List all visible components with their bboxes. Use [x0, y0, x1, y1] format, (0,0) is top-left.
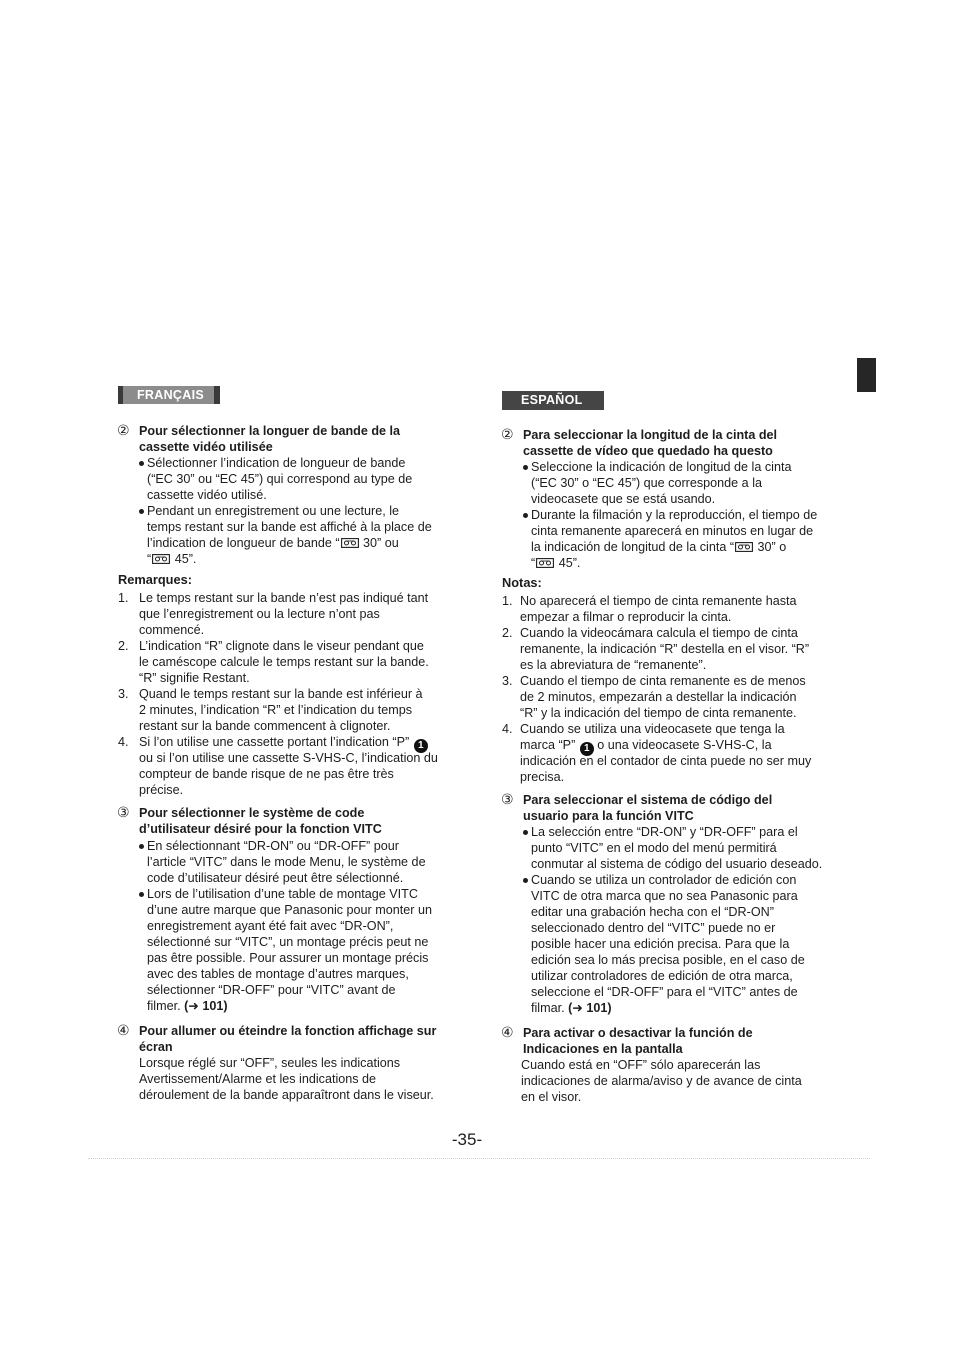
bullet-item [139, 503, 432, 567]
note-text-line: remanente, la indicación “R” destella en el visor. “R” [520, 642, 810, 656]
note-text-line: L’indication “R” clignote dans le viseur pendant que [139, 639, 424, 653]
bullet-text-line: VITC de otra marca que no sea Panasonic para [531, 889, 798, 903]
bullet-item [523, 824, 822, 872]
note-text-line: Cuando se utiliza una videocasete que tenga la [520, 722, 785, 736]
note-text-line: “R” signifie Restant. [139, 671, 250, 685]
note-text-line: le caméscope calcule le temps restant sur la bande. [139, 655, 429, 669]
bullet-text-line: posible hacer una edición precisa. Para que la [531, 937, 790, 951]
text-fragment: Si l’on utilise une cassette portant l’indication “P” [139, 735, 413, 749]
body-text-line: déroulement de la bande apparaîtront dans le viseur. [139, 1088, 434, 1102]
footer-rule [88, 1158, 870, 1159]
note-number: 4. [502, 722, 513, 736]
section-heading-line: cassette vidéo utilisée [139, 440, 273, 454]
bullet-dot [139, 509, 144, 514]
fr-section-2-heading [118, 423, 400, 455]
bullet-text-line: Lors de l’utilisation d’une table de montage VITC [147, 887, 418, 901]
note-item [502, 673, 811, 721]
note-item [502, 721, 811, 785]
note-text-line: indicación en el contador de cinta puede no ser muy [520, 754, 812, 768]
section-number: ④ [501, 1025, 514, 1041]
text-fragment: 45”. [171, 552, 197, 566]
bullet-text-line: pas être possible. Pour assurer un montage précis [147, 951, 429, 965]
note-text-line: 2 minutes, l’indication “R” et l’indication du temps [139, 703, 412, 717]
text-fragment: 30” o [754, 540, 787, 554]
fr-section-2-bullets [139, 455, 432, 567]
bullet-text-line: Durante la filmación y la reproducción, el tiempo de [531, 508, 818, 522]
body-text-line: Cuando está en “OFF” sólo aparecerán las [521, 1058, 761, 1072]
section-heading-line: Pour sélectionner le système de code [139, 806, 365, 820]
section-number: ④ [117, 1023, 130, 1039]
section-heading-line: Para seleccionar el sistema de código del [523, 793, 773, 807]
bullet-text-line: (“EC 30” o “EC 45”) que corresponde a la [531, 476, 762, 490]
note-text-line: Quand le temps restant sur la bande est inférieur à [139, 687, 423, 701]
language-badge-fr [118, 386, 220, 404]
bullet-dot [523, 513, 528, 518]
text-fragment: marca “P” [520, 738, 579, 752]
language-badge-label: ESPAÑOL [521, 393, 583, 407]
note-item [118, 638, 438, 686]
bullet-text-line [531, 1000, 822, 1016]
note-item [502, 593, 811, 625]
bullet-text-line: editar una grabación hecha con el “DR-ON” [531, 905, 774, 919]
bullet-text-line: Seleccione la indicación de longitud de la cinta [531, 460, 792, 474]
text-fragment: o una videocasete S-VHS-C, la [593, 738, 772, 752]
note-item [118, 686, 438, 734]
bullet-text-line: temps restant sur la bande est affiché à la place de [147, 520, 432, 534]
es-section-4-heading [502, 1025, 753, 1057]
bullet-text-line [531, 539, 817, 555]
cassette-icon [152, 554, 170, 564]
es-section-2-heading [502, 427, 777, 459]
bullet-dot [523, 830, 528, 835]
bullet-text-line: En sélectionnant “DR-ON” ou “DR-OFF” pour [147, 839, 399, 853]
note-text-line: Cuando el tiempo de cinta remanente es de menos [520, 674, 806, 688]
cassette-icon [341, 538, 359, 548]
notes-title: Remarques: [118, 572, 192, 587]
bullet-item [139, 886, 432, 1014]
section-number: ③ [117, 805, 130, 821]
notes-title: Notas: [502, 575, 542, 590]
es-section-3-bullets [523, 824, 822, 1016]
bullet-text-line: utilizar controladores de edición de otra marca, [531, 969, 793, 983]
note-text-line: commencé. [139, 623, 205, 637]
bullet-dot [139, 461, 144, 466]
section-heading-line: Pour sélectionner la longuer de bande de la [139, 424, 401, 438]
bullet-text-line: Pendant un enregistrement ou une lecture, le [147, 504, 400, 518]
note-text-line [520, 737, 811, 753]
section-heading-line: Pour allumer ou éteindre la fonction affichage sur [139, 1024, 437, 1038]
note-text-line: No aparecerá el tiempo de cinta remanente hasta [520, 594, 797, 608]
section-heading-line: Para seleccionar la longitud de la cinta del [523, 428, 778, 442]
note-text-line: Le temps restant sur la bande n’est pas indiqué tant [139, 591, 429, 605]
section-number: ③ [501, 792, 514, 808]
section-number: ② [117, 423, 130, 439]
section-heading-line: d’utilisateur désiré pour la fonction VITC [139, 822, 382, 836]
bullet-dot [523, 465, 528, 470]
text-fragment: “ [531, 556, 536, 570]
bullet-item [523, 459, 817, 507]
circled-number-icon: 1 [580, 742, 594, 756]
note-text-line [139, 734, 438, 750]
side-tab [857, 358, 876, 392]
note-text-line: restant sur la bande commencent à clignoter. [139, 719, 391, 733]
note-item [118, 590, 438, 638]
fr-notes [118, 590, 438, 798]
note-text-line: es la abreviatura de “remanente”. [520, 658, 707, 672]
text-fragment: la indicación de longitud de la cinta “ [531, 540, 735, 554]
page-reference: (➜ 101) [568, 1001, 612, 1015]
es-section-4-body [521, 1057, 802, 1105]
note-item [502, 625, 811, 673]
bullet-text-line: La selección entre “DR-ON” y “DR-OFF” para el [531, 825, 798, 839]
bullet-text-line [147, 998, 432, 1014]
text-fragment: “ [147, 552, 152, 566]
bullet-text-line: cinta remanente aparecerá en minutos en lugar de [531, 524, 814, 538]
section-heading-line: usuario para la función VITC [523, 809, 694, 823]
section-heading-line: écran [139, 1040, 173, 1054]
bullet-text-line [147, 551, 432, 567]
es-section-2-bullets [523, 459, 817, 571]
note-item [118, 734, 438, 798]
language-badge-es [502, 391, 604, 410]
es-notes [502, 593, 811, 785]
bullet-text-line: sélectionné sur “VITC”, un montage précis peut ne [147, 935, 429, 949]
circled-number-icon: 1 [414, 739, 428, 753]
bullet-text-line: d’une autre marque que Panasonic pour monter un [147, 903, 432, 917]
text-fragment: 45”. [555, 556, 581, 570]
note-number: 2. [502, 626, 513, 640]
bullet-text-line: sélectionner “DR-OFF” pour “VITC” avant de [147, 983, 396, 997]
bullet-item [523, 872, 822, 1016]
cassette-icon [536, 558, 554, 568]
text-fragment: l’indication de longueur de bande “ [147, 536, 340, 550]
note-text-line: que l’enregistrement ou la lecture n’ont pas [139, 607, 380, 621]
bullet-text-line [147, 535, 432, 551]
bullet-text-line: edición sea lo más precisa posible, en el caso de [531, 953, 805, 967]
page-reference: (➜ 101) [184, 999, 228, 1013]
es-section-3-heading [502, 792, 772, 824]
note-text-line: precisa. [520, 770, 565, 784]
note-text-line: précise. [139, 783, 184, 797]
note-number: 3. [118, 687, 129, 701]
note-text-line: ou si l’on utilise une cassette S-VHS-C, l’indication du [139, 751, 438, 765]
note-text-line: empezar a filmar o reproducir la cinta. [520, 610, 732, 624]
section-number: ② [501, 427, 514, 443]
text-fragment: filmar. [531, 1001, 569, 1015]
bullet-dot [139, 892, 144, 897]
bullet-text-line: l’article “VITC” dans le mode Menu, le système de [147, 855, 426, 869]
note-number: 1. [502, 594, 513, 608]
body-text-line: Avertissement/Alarme et les indications de [139, 1072, 377, 1086]
language-badge-label: FRANÇAIS [137, 388, 204, 402]
section-heading-line: Indicaciones en la pantalla [523, 1042, 683, 1056]
bullet-dot [139, 844, 144, 849]
bullet-text-line: conmutar al sistema de código del usuario deseado. [531, 857, 823, 871]
bullet-text-line: seleccione el “DR-OFF” para el “VITC” antes de [531, 985, 798, 999]
note-number: 3. [502, 674, 513, 688]
bullet-text-line: Sélectionner l’indication de longueur de bande [147, 456, 406, 470]
bullet-text-line: enregistrement ayant été fait avec “DR-ON”, [147, 919, 394, 933]
section-heading-line: Para activar o desactivar la función de [523, 1026, 753, 1040]
bullet-text-line: code d’utilisateur désiré peut être sélectionné. [147, 871, 404, 885]
fr-section-4-body [139, 1055, 434, 1103]
cassette-icon [735, 542, 753, 552]
fr-section-3-heading [118, 805, 382, 837]
note-text-line: compteur de bande risque de ne pas être très [139, 767, 394, 781]
note-text-line: “R” y la indicación del tiempo de cinta remanente. [520, 706, 797, 720]
bullet-text-line: punto “VITC” en el modo del menú permitirá [531, 841, 777, 855]
bullet-text-line: cassette vidéo utilisé. [147, 488, 267, 502]
bullet-item [139, 838, 432, 886]
bullet-dot [523, 878, 528, 883]
fr-section-3-bullets [139, 838, 432, 1014]
text-fragment: 30” ou [359, 536, 399, 550]
bullet-text-line: seleccionado dentro del “VITC” puede no er [531, 921, 776, 935]
bullet-item [523, 507, 817, 571]
bullet-text-line: avec des tables de montage d’autres marques, [147, 967, 409, 981]
page-number: -35- [451, 1130, 483, 1149]
bullet-item [139, 455, 432, 503]
section-heading-line: cassette de vídeo que quedado ha questo [523, 444, 773, 458]
note-number: 4. [118, 735, 129, 749]
note-text-line: de 2 minutos, empezarán a destellar la indicación [520, 690, 797, 704]
body-text-line: Lorsque réglé sur “OFF”, seules les indications [139, 1056, 401, 1070]
bullet-text-line: Cuando se utiliza un controlador de edición con [531, 873, 797, 887]
text-fragment: filmer. [147, 999, 185, 1013]
fr-section-4-heading [118, 1023, 436, 1055]
note-text-line: Cuando la videocámara calcula el tiempo de cinta [520, 626, 798, 640]
bullet-text-line: (“EC 30” ou “EC 45”) qui correspond au type de [147, 472, 413, 486]
bullet-text-line [531, 555, 817, 571]
note-number: 1. [118, 591, 129, 605]
body-text-line: indicaciones de alarma/aviso y de avance de cinta [521, 1074, 802, 1088]
note-number: 2. [118, 639, 129, 653]
body-text-line: en el visor. [521, 1090, 582, 1104]
bullet-text-line: videocasete que se está usando. [531, 492, 716, 506]
